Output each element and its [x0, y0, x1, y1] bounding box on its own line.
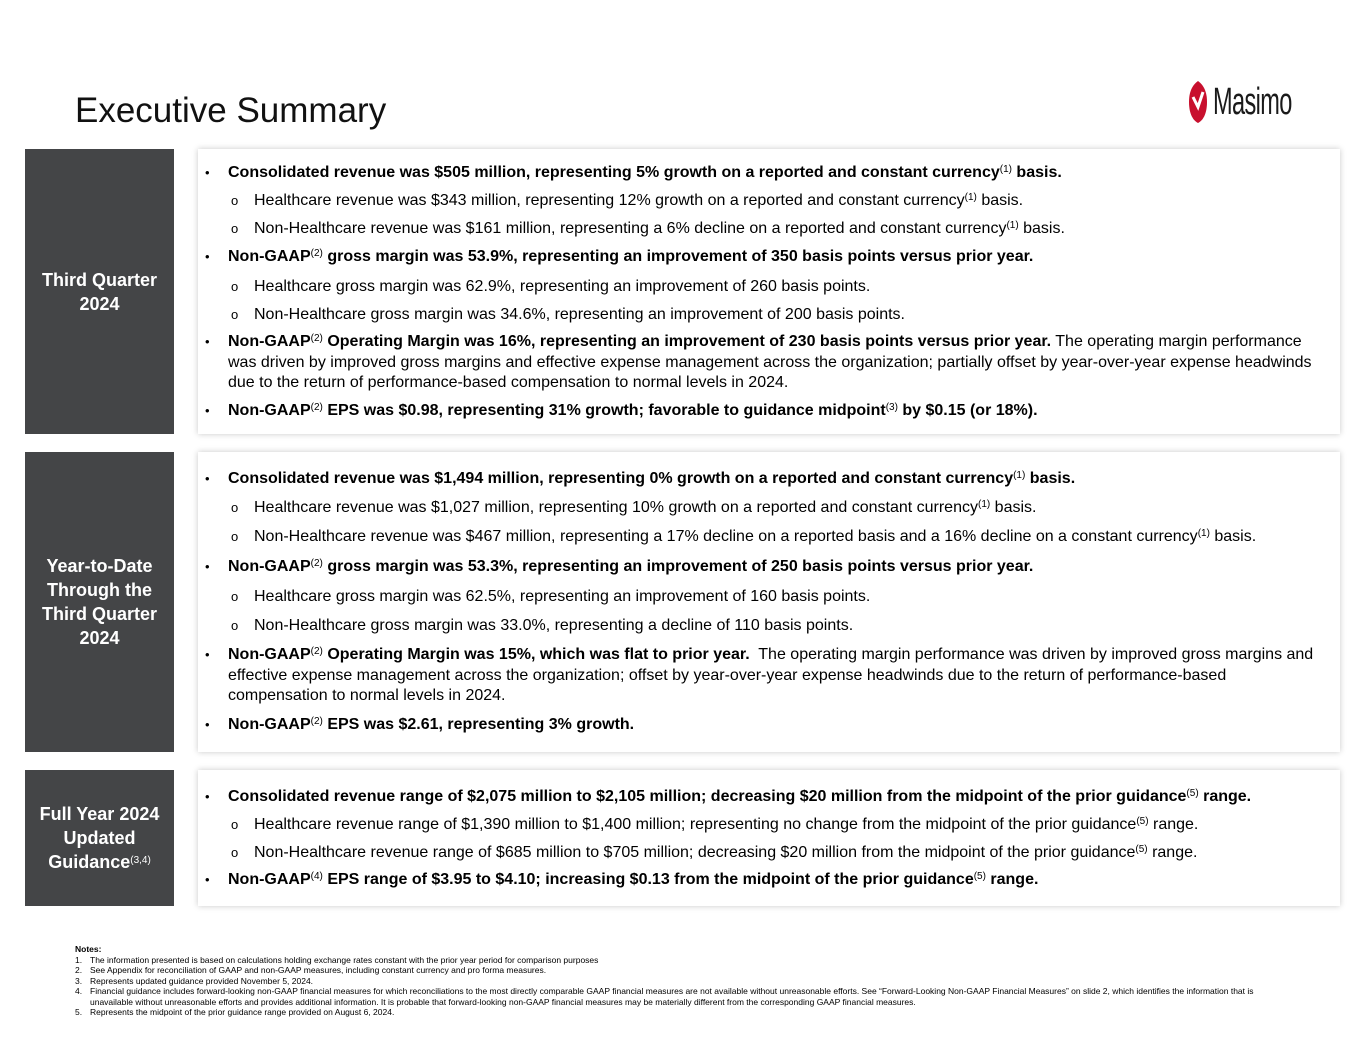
bullet-icon: •	[205, 471, 210, 486]
list-item	[198, 219, 1340, 240]
list-item-text: Non-GAAP$^{(2)}$ EPS was $0.98, representing 31% growth; favorable to guidance midpoint$^{(3)}$ by $0.15 (or 18%).	[228, 402, 1038, 419]
summary-card-guidance	[198, 770, 1340, 906]
list-item-text: Healthcare revenue range of $1,390 million to $1,400 million; representing no change from the midpoint of the prior guidance$^{(5)}$ range.	[254, 816, 1199, 833]
circle-bullet-icon: o	[231, 221, 239, 236]
masimo-logo	[1187, 80, 1340, 124]
summary-card-q3	[198, 149, 1340, 434]
list-item-text: Non-GAAP$^{(2)}$ gross margin was 53.9%, representing an improvement of 350 basis points versus prior year.	[228, 248, 1034, 265]
list-item-text: Non-Healthcare gross margin was 33.0%, representing a decline of 110 basis points.	[254, 617, 854, 634]
footnotes	[75, 944, 1275, 1018]
section-label-guidance	[25, 770, 174, 906]
bullet-icon: •	[205, 403, 210, 418]
list-item	[198, 870, 1340, 891]
list-item-text: Healthcare revenue was $1,027 million, representing 10% growth on a reported and constant currency$^{(1)}$ basis.	[254, 499, 1037, 516]
masimo-wordmark: Masimo	[1213, 81, 1292, 123]
list-item	[198, 616, 1340, 637]
list-item-text: Healthcare gross margin was 62.9%, representing an improvement of 260 basis points.	[254, 278, 871, 295]
circle-bullet-icon: o	[231, 589, 239, 604]
list-item-text: Non-GAAP$^{(4)}$ EPS range of $3.95 to $4.10; increasing $0.13 from the midpoint of the prior guidance$^{(5)}$ range.	[228, 871, 1039, 888]
circle-bullet-icon: o	[231, 845, 239, 860]
list-item	[198, 305, 1340, 326]
list-item	[198, 498, 1340, 519]
list-item-text: Non-Healthcare gross margin was 34.6%, representing an improvement of 200 basis points.	[254, 306, 905, 323]
list-item	[198, 401, 1340, 422]
list-item	[198, 191, 1340, 212]
bullet-icon: •	[205, 334, 210, 349]
circle-bullet-icon: o	[231, 529, 239, 544]
circle-bullet-icon: o	[231, 279, 239, 294]
page-title: Executive Summary	[75, 91, 387, 130]
notes-title: Notes:	[75, 944, 102, 954]
masimo-mark-icon	[1187, 80, 1209, 124]
list-item	[198, 787, 1340, 808]
list-item-text: Non-GAAP$^{(2)}$ Operating Margin was 16%, representing an improvement of 230 basis points versus prior year. The operating margin performance was driven by improved gross margins and effective expense management across the organization; partially offset by year-over-year expense headwinds due to the return of performance-based compensation to normal levels in 2024.	[228, 333, 1312, 391]
list-item	[198, 277, 1340, 298]
list-item-text: Consolidated revenue was $505 million, representing 5% growth on a reported and constant currency$^{(1)}$ basis.	[228, 164, 1062, 181]
bullet-icon: •	[205, 789, 210, 804]
list-item-text: Non-GAAP$^{(2)}$ gross margin was 53.3%, representing an improvement of 250 basis points versus prior year.	[228, 558, 1034, 575]
circle-bullet-icon: o	[231, 817, 239, 832]
list-item	[198, 557, 1340, 578]
section-label-ytd	[25, 452, 174, 752]
list-item	[198, 587, 1340, 608]
footnote-item: 2. See Appendix for reconciliation of GAAP and non-GAAP measures, including constant currency and pro forma measures.	[75, 965, 547, 975]
list-item	[198, 469, 1340, 490]
list-item-text: Consolidated revenue range of $2,075 million to $2,105 million; decreasing $20 million from the midpoint of the prior guidance$^{(5)}$ range.	[228, 788, 1252, 805]
list-item-text: Non-Healthcare revenue was $161 million, representing a 6% decline on a reported and constant currency$^{(1)}$ basis.	[254, 220, 1065, 237]
list-item-text: Non-GAAP$^{(2)}$ EPS was $2.61, representing 3% growth.	[228, 716, 635, 733]
list-item	[198, 815, 1340, 836]
bullet-icon: •	[205, 249, 210, 264]
list-item	[198, 163, 1340, 184]
section-label-text: Year-to-Date Through the Third Quarter 2024	[41, 556, 157, 648]
circle-bullet-icon: o	[231, 618, 239, 633]
list-item	[198, 645, 1340, 707]
bullet-icon: •	[205, 559, 210, 574]
list-item	[198, 715, 1340, 736]
list-item-text: Non-Healthcare revenue was $467 million, representing a 17% decline on a reported basis and a 16% decline on a constant currency$^{(1)}$ basis.	[254, 528, 1257, 545]
section-label-text: Full Year 2024 Updated Guidance$^{(3,4)}$	[39, 804, 160, 872]
section-label-text: Third Quarter 2024	[41, 269, 157, 314]
footnote-item: 1. The information presented is based on calculations holding exchange rates constant with the prior year period for comparison purposes	[75, 954, 599, 965]
circle-bullet-icon: o	[231, 500, 239, 515]
section-label-q3	[25, 149, 174, 434]
list-item	[198, 527, 1340, 548]
list-item	[198, 247, 1340, 268]
footnote-item: 4. Financial guidance includes forward-looking non-GAAP financial measures for which reconciliations to the most directly comparable GAAP financial measures are not available without unreasonable efforts. See “Forward-Looking Non-GAAP Financial Measures” on slide 2, which identifies the information that is unavailable without unreasonable efforts and provides additional information. It is probable that forward-looking non-GAAP financial measures may be materially different from the corresponding GAAP financial measures.	[75, 986, 1254, 1007]
summary-card-ytd	[198, 452, 1340, 752]
list-item-text: Consolidated revenue was $1,494 million, representing 0% growth on a reported and constant currency$^{(1)}$ basis.	[228, 470, 1076, 487]
bullet-icon: •	[205, 647, 210, 662]
circle-bullet-icon: o	[231, 307, 239, 322]
bullet-icon: •	[205, 165, 210, 180]
list-item-text: Healthcare revenue was $343 million, representing 12% growth on a reported and constant currency$^{(1)}$ basis.	[254, 192, 1024, 209]
list-item-text: Healthcare gross margin was 62.5%, representing an improvement of 160 basis points.	[254, 588, 871, 605]
list-item-text: Non-GAAP$^{(2)}$ Operating Margin was 15%, which was flat to prior year. The operating margin performance was driven by improved gross margins and effective expense management across the organization; offset by year-over-year expense headwinds due to the return of performance-based compensation to normal levels in 2024.	[228, 646, 1314, 704]
footnote-item: 3. Represents updated guidance provided November 5, 2024.	[75, 975, 314, 986]
bullet-icon: •	[205, 872, 210, 887]
bullet-icon: •	[205, 717, 210, 732]
list-item	[198, 843, 1340, 864]
circle-bullet-icon: o	[231, 193, 239, 208]
footnote-item: 5. Represents the midpoint of the prior guidance range provided on August 6, 2024.	[75, 1007, 395, 1017]
list-item	[198, 332, 1340, 394]
list-item-text: Non-Healthcare revenue range of $685 million to $705 million; decreasing $20 million from the midpoint of the prior guidance$^{(5)}$ range.	[254, 844, 1198, 861]
